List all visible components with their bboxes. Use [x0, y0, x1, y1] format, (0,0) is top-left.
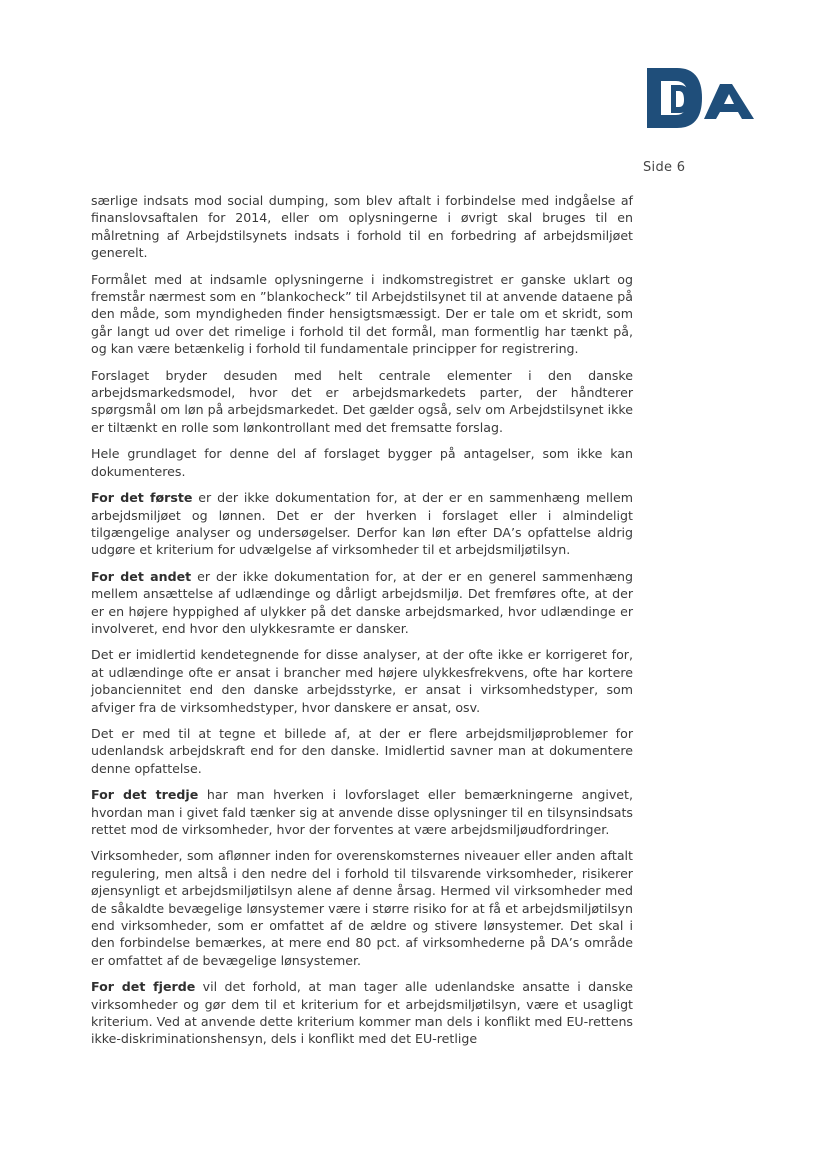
- paragraph: For det andet er der ikke dokumentation for, at der er en generel sammenhæng mellem ansættelse af udlændinge og dårligt arbejdsmiljø. Det fremføres ofte, at der er en højere hyppighed af ulykker på det danske arbejdsmarked, hvor udlændinge er involveret, end hvor den ulykkesramte er dansker.: [91, 568, 633, 636]
- paragraph: Virksomheder, som aflønner inden for overenskomsternes niveauer eller anden aftalt regulering, men altså i den nedre del i forhold til tilsvarende virksomheder, risikerer øjensynligt et arbejdsmiljøtilsyn alene af denne årsag. Hermed vil virksomheder med de såkaldte bevægelige lønsystemer være i større risiko for at få et arbejdsmiljøtilsyn end virksomheder, som er omfattet af de ældre og stivere lønsystemer. Det skal i den forbindelse bemærkes, at mere end 80 pct. af virksomhederne på DA’s område er omfattet af de bevægelige lønsystemer.: [91, 848, 633, 968]
- document-body: [91, 192, 633, 1057]
- paragraph: Det er imidlertid kendetegnende for disse analyser, at der ofte ikke er korrigeret for, at udlændinge ofte er ansat i brancher med højere ulykkesfrekvens, ofte har kortere jobanciennitet end den danske arbejdsstyrke, er ansat i virksomhedstyper, som afviger fra de virksomhedstyper, hvor danskere er ansat, osv.: [91, 647, 633, 715]
- page-number: Side 6: [643, 160, 686, 175]
- paragraph: For det første er der ikke dokumentation for, at der er en sammenhæng mellem arbejdsmiljøet og lønnen. Det er der hverken i forslaget eller i almindeligt tilgængelige analyser og undersøgelser. Derfor kan løn efter DA’s opfattelse aldrig udgøre et kriterium for udvælgelse af virksomheder til et arbejdsmiljøtilsyn.: [91, 490, 634, 558]
- paragraph: For det tredje har man hverken i lovforslaget eller bemærkningerne angivet, hvordan man i givet fald tænker sig at anvende disse oplysninger til en tilsynsindsats rettet mod de virksomheder, hvor der forventes at være arbejdsmiljøudfordringer.: [91, 787, 633, 837]
- paragraph: For det fjerde vil det forhold, at man tager alle udenlandske ansatte i danske virksomheder og gør dem til et kriterium for et arbejdsmiljøtilsyn, være et usagligt kriterium. Ved at anvende dette kriterium kommer man dels i konflikt med EU-rettens ikke-diskriminationshensyn, dels i konflikt med det EU-retlige: [91, 979, 633, 1047]
- paragraph-lead: For det andet: [91, 568, 192, 584]
- paragraph: Det er med til at tegne et billede af, at der er flere arbejdsmiljøproblemer for udenlandsk arbejdskraft end for den danske. Imidlertid savner man at dokumentere denne opfattelse.: [91, 725, 633, 776]
- paragraph-lead: For det fjerde: [91, 979, 196, 995]
- paragraph-lead: For det første: [91, 490, 193, 506]
- paragraph: Forslaget bryder desuden med helt centrale elementer i den danske arbejdsmarkedsmodel, hvor det er arbejdsmarkedets parter, der håndterer spørgsmål om løn på arbejdsmarkedet. Det gælder også, selv om Arbejdstilsynet ikke er tiltænkt en rolle som lønkontrollant med det fremsatte forslag.: [91, 367, 633, 435]
- paragraph-lead: For det tredje: [91, 787, 199, 803]
- da-logo: [646, 67, 756, 129]
- paragraph: Formålet med at indsamle oplysningerne i indkomstregistret er ganske uklart og fremstår nærmest som en ”blankocheck” til Arbejdstilsynet til at anvende dataene på den måde, som myndigheden finder hensigtsmæssigt. Der er tale om et skridt, som går langt ud over det rimelige i forhold til det formål, man formentlig har tænkt på, og kan være betænkelig i forhold til fundamentale principper for registrering.: [91, 271, 633, 357]
- paragraph: Hele grundlaget for denne del af forslaget bygger på antagelser, som ikke kan dokumenteres.: [91, 446, 633, 479]
- paragraph: særlige indsats mod social dumping, som blev aftalt i forbindelse med indgåelse af finanslovsaftalen for 2014, eller om oplysningerne i øvrigt skal bruges til en målretning af Arbejdstilsynets indsats i forhold til en forbedring af arbejdsmiljøet generelt.: [91, 193, 633, 261]
- da-logo-mark: [646, 67, 756, 129]
